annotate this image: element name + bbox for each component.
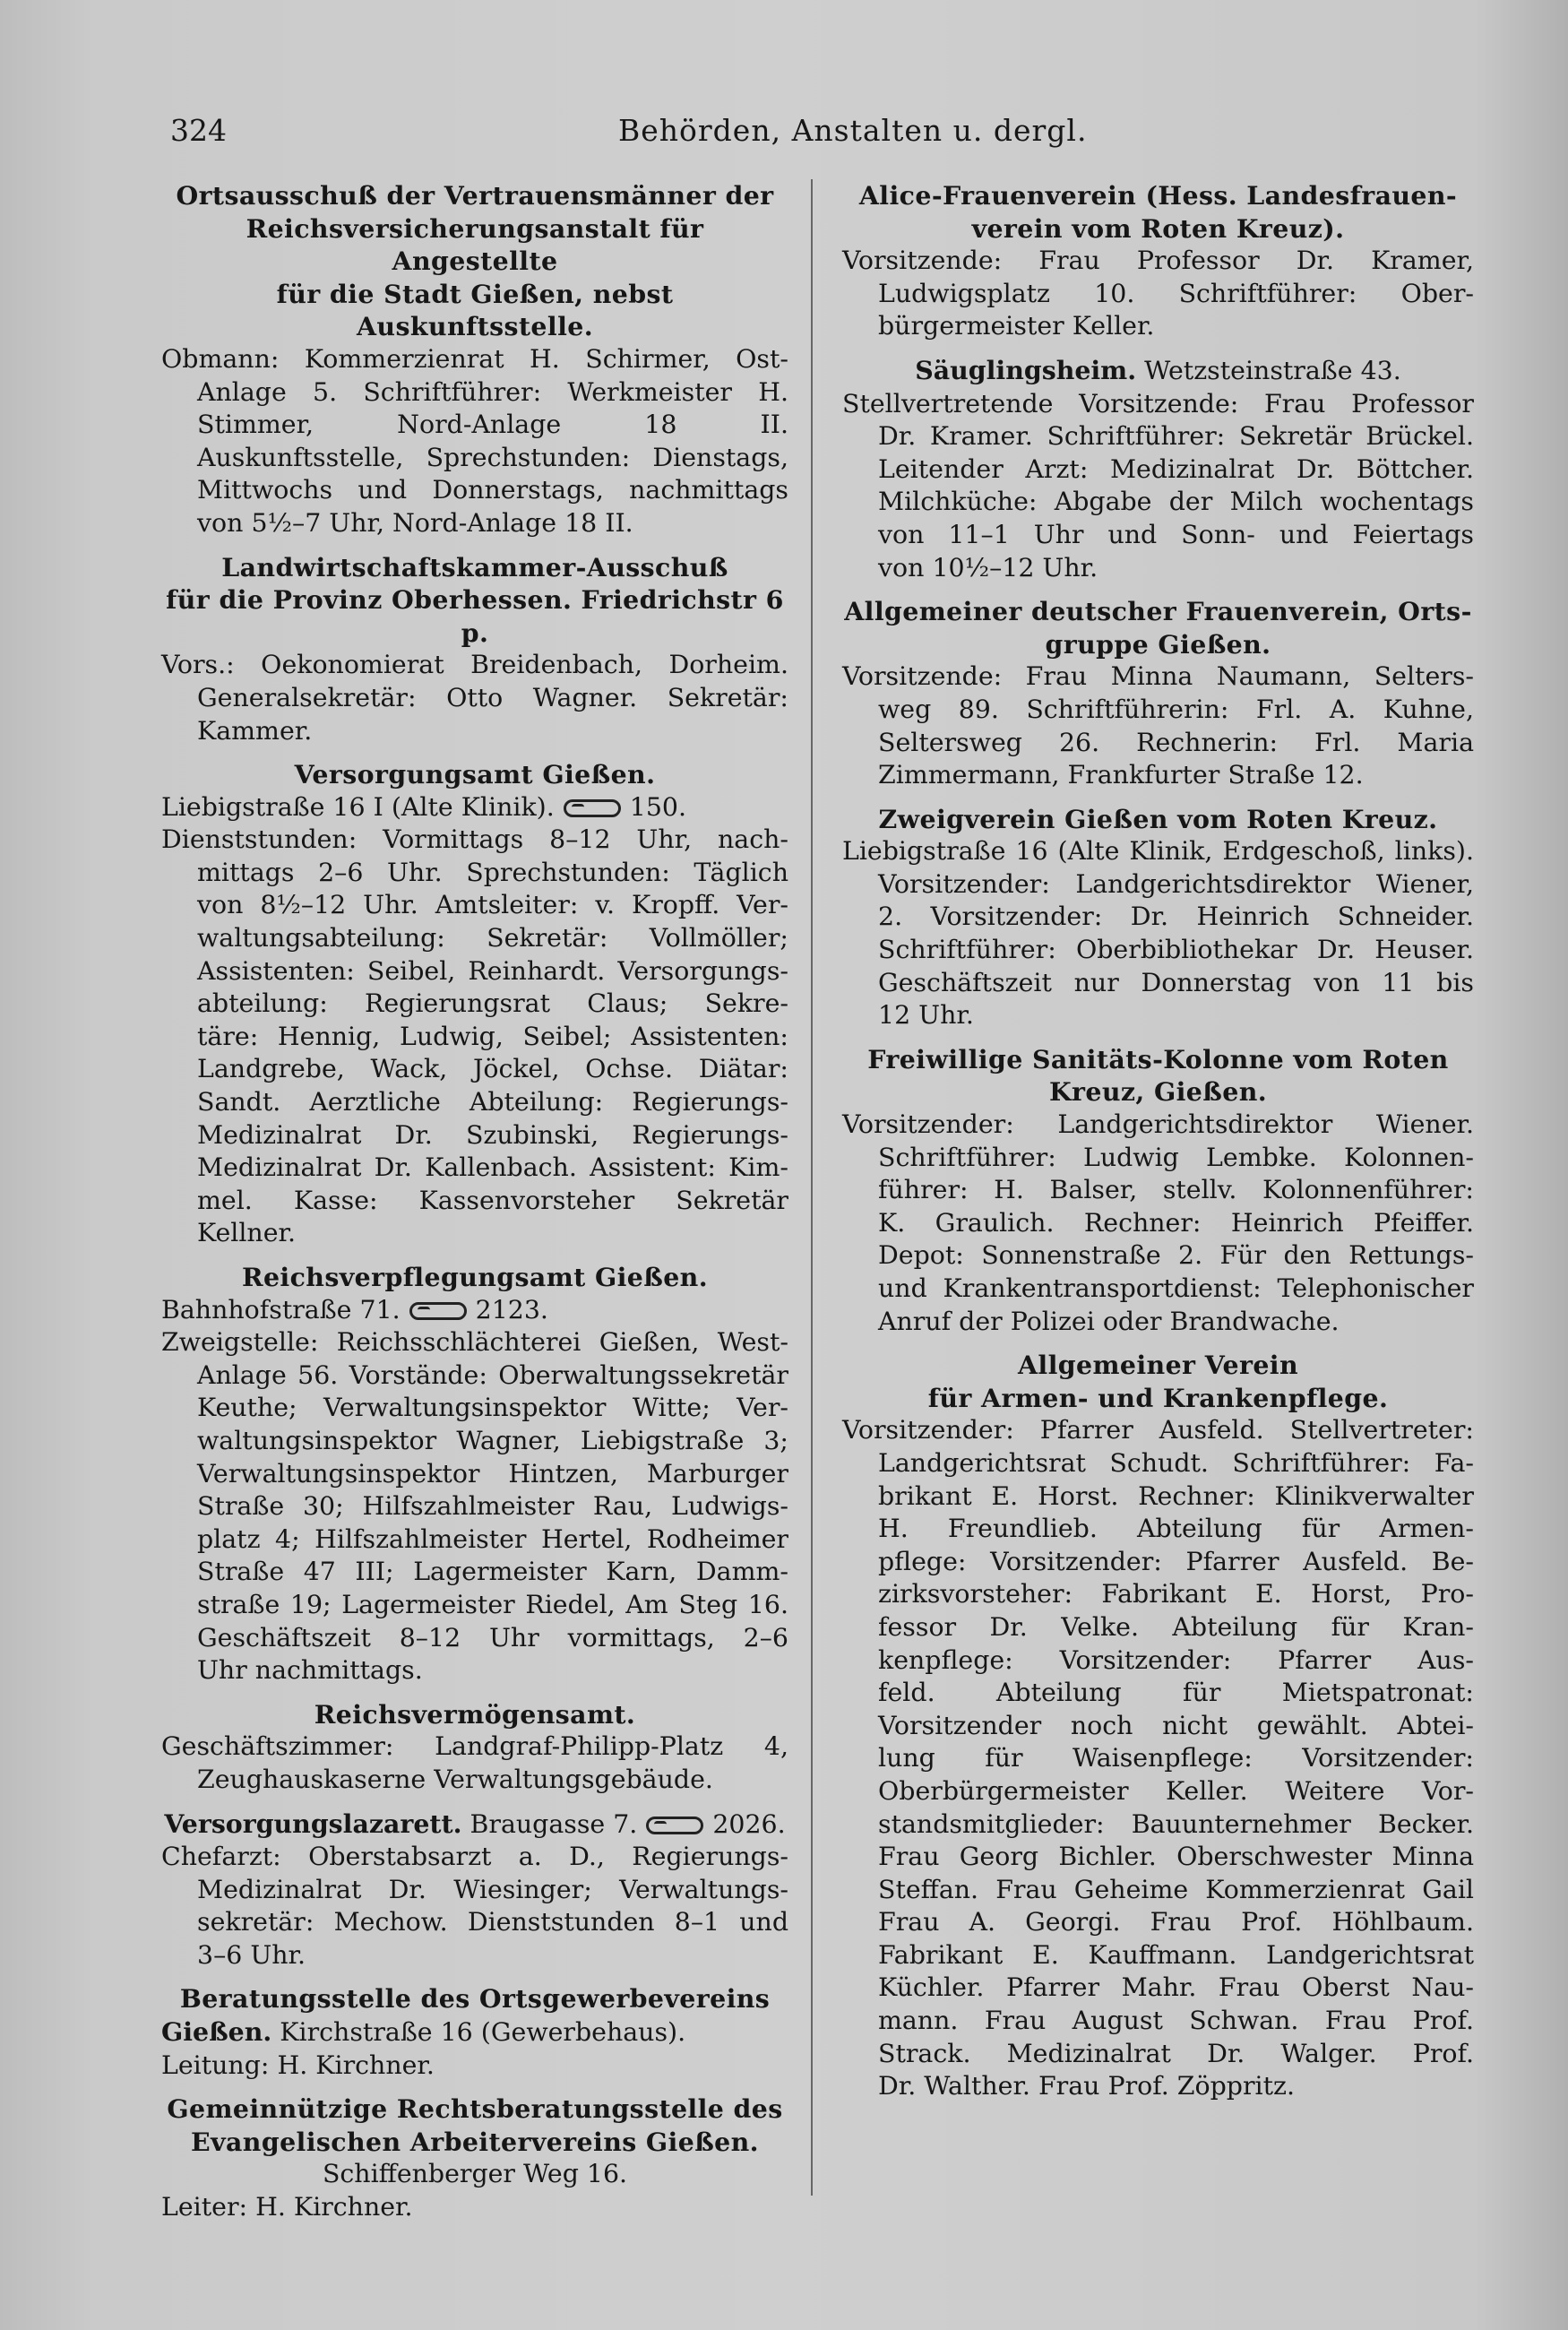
entry-body-line: von 11–1 Uhr und Sonn- und Feiertags xyxy=(878,519,1474,549)
entry-body-line: Oberbürgermeister Keller. Weitere Vor- xyxy=(878,1775,1474,1806)
entry-address: Kirchstraße 16 (Gewerbehaus). xyxy=(280,2017,686,2048)
entry-heading: Alice-Frauenverein (Hess. Landesfrauen- xyxy=(858,180,1458,211)
phone-number: 2026. xyxy=(712,1808,786,1839)
entry-heading: Ortsausschuß der Vertrauensmänner der xyxy=(176,180,774,211)
entry-heading-line xyxy=(161,2015,788,2050)
entry-body-line: weg 89. Schriftführerin: Frl. A. Kuhne, xyxy=(878,694,1474,724)
entry-body-line: Obmann: Kommerzienrat H. Schirmer, Ost- xyxy=(161,343,788,374)
telephone-icon xyxy=(564,799,621,817)
entry-body-line: Landgrebe, Wack, Jöckel, Ochse. Diätar: xyxy=(197,1054,788,1084)
entry-body-line: sekretär: Mechow. Dienststunden 8–1 und xyxy=(197,1907,788,1937)
entry-body-line: von 8½–12 Uhr. Amtsleiter: v. Kropff. Ver- xyxy=(197,890,788,920)
directory-entry xyxy=(842,1349,1474,2103)
entry-body-line: Milchküche: Abgabe der Milch wochentags xyxy=(878,487,1474,517)
entry-body-line: abteilung: Regierungsrat Claus; Sekre- xyxy=(197,988,788,1019)
entry-heading: Reichsvermögensamt. xyxy=(314,1698,636,1730)
entry-body-line: täre: Hennig, Ludwig, Seibel; Assistenten: xyxy=(197,1021,788,1051)
entry-body-line: Steffan. Frau Geheime Kommerzienrat Gail xyxy=(878,1874,1474,1904)
entry-body-line: Vorsitzende: Frau Professor Dr. Kramer, xyxy=(842,246,1474,276)
entry-body-line: platz 4; Hilfszahlmeister Hertel, Rodheimer xyxy=(197,1523,788,1554)
entry-body-line: Geschäftszimmer: Landgraf-Philipp-Platz 4, xyxy=(161,1731,788,1762)
entry-body-line: Leitender Arzt: Medizinalrat Dr. Böttcher. xyxy=(878,453,1474,484)
entry-body-line: Uhr nachmittags. xyxy=(197,1655,423,1686)
entry-body-line: standsmitglieder: Bauunternehmer Becker. xyxy=(878,1808,1474,1839)
directory-entry xyxy=(161,2093,788,2223)
entry-body-line: K. Graulich. Rechner: Heinrich Pfeiffer. xyxy=(878,1207,1474,1238)
entry-address-line xyxy=(161,1294,788,1327)
entry-body-line: waltungsabteilung: Sekretär: Vollmöller; xyxy=(197,923,788,954)
entry-body-line: Dr. Walther. Frau Prof. Zöppritz. xyxy=(878,2071,1296,2101)
entry-heading-line xyxy=(161,1808,788,1842)
directory-entry xyxy=(842,179,1474,343)
entry-body-line: Assistenten: Seibel, Reinhardt. Versorgungs- xyxy=(197,955,788,986)
entry-heading: Evangelischen Arbeitervereins Gießen. xyxy=(191,2126,759,2157)
entry-address: Bahnhofstraße 71. xyxy=(161,1294,401,1325)
phone-number: 2123. xyxy=(475,1294,548,1325)
entry-body-line: bürgermeister Keller. xyxy=(878,311,1155,341)
entry-body-line: Küchler. Pfarrer Mahr. Frau Oberst Nau- xyxy=(878,1972,1474,2003)
entry-body-line: Straße 47 III; Lagermeister Karn, Damm- xyxy=(197,1557,788,1587)
entry-body-line: Zweigstelle: Reichsschlächterei Gießen, West- xyxy=(161,1327,788,1358)
directory-entry xyxy=(842,803,1474,1032)
telephone-icon xyxy=(646,1817,703,1834)
entry-address: Schiffenberger Weg 16. xyxy=(322,2159,628,2189)
directory-entry xyxy=(842,595,1474,792)
entry-body-line: waltungsinspektor Wagner, Liebigstraße 3; xyxy=(197,1425,788,1455)
entry-body-line: Chefarzt: Oberstabsarzt a. D., Regierungs- xyxy=(161,1842,788,1872)
phone-number: 150. xyxy=(629,791,686,822)
right-column xyxy=(842,179,1474,2114)
entry-body-line: straße 19; Lagermeister Riedel, Am Steg 16. xyxy=(197,1589,788,1619)
entry-body-line: von 10½–12 Uhr. xyxy=(878,552,1098,582)
entry-heading-inline: Säuglingsheim. xyxy=(915,354,1137,385)
directory-entry xyxy=(161,179,788,540)
entry-body-line: brikant E. Horst. Rechner: Klinikverwalter xyxy=(878,1480,1474,1511)
column-divider xyxy=(811,179,813,2196)
entry-heading: Gemeinnützige Rechtsberatungsstelle des xyxy=(167,2093,783,2125)
entry-body-line: Leiter: H. Kirchner. xyxy=(161,2192,413,2222)
entry-body-line: Straße 30; Hilfszahlmeister Rau, Ludwigs- xyxy=(197,1491,788,1522)
entry-body-line: Landgerichtsrat Schudt. Schriftführer: Fa- xyxy=(878,1447,1474,1478)
entry-body-line: Zeughauskaserne Verwaltungsgebäude. xyxy=(197,1764,713,1794)
entry-body-line: Ludwigsplatz 10. Schriftführer: Ober- xyxy=(878,278,1474,308)
entry-heading: Allgemeiner Verein xyxy=(1017,1350,1299,1381)
directory-entry xyxy=(161,1261,788,1687)
entry-body-line: Strack. Medizinalrat Dr. Walger. Prof. xyxy=(878,2038,1474,2068)
entry-body-line: 3–6 Uhr. xyxy=(197,1939,306,1970)
entry-body-line: Kammer. xyxy=(197,715,313,746)
entry-body-line: Stellvertretende Vorsitzende: Frau Professor xyxy=(842,388,1474,419)
entry-heading-line xyxy=(842,354,1474,388)
entry-address: Liebigstraße 16 I (Alte Klinik). xyxy=(161,791,555,822)
entry-body-line: fessor Dr. Velke. Abteilung für Kran- xyxy=(878,1611,1474,1642)
entry-body-line: Seltersweg 26. Rechnerin: Frl. Maria xyxy=(878,727,1474,757)
entry-heading: für die Provinz Oberhessen. Friedrichstr 6 p. xyxy=(166,584,784,648)
page-number: 324 xyxy=(170,113,227,148)
entry-heading: Kreuz, Gießen. xyxy=(1048,1076,1268,1108)
entry-body-line: Medizinalrat Dr. Szubinski, Regierungs- xyxy=(197,1119,788,1150)
entry-body-line: H. Freundlieb. Abteilung für Armen- xyxy=(878,1514,1474,1544)
entry-address: Braugasse 7. xyxy=(470,1808,638,1839)
entry-body-line: kenpflege: Vorsitzender: Pfarrer Aus- xyxy=(878,1644,1474,1675)
left-column xyxy=(161,179,788,2235)
directory-entry xyxy=(842,1043,1474,1338)
entry-heading: Reichsversicherungsanstalt für Angestellte xyxy=(246,212,704,277)
entry-body-line: und Krankentransportdienst: Telephonischer xyxy=(878,1273,1474,1303)
entry-body-line: feld. Abteilung für Mietspatronat: xyxy=(878,1678,1474,1708)
directory-entry xyxy=(161,1698,788,1797)
entry-address: Wetzsteinstraße 43. xyxy=(1144,355,1401,385)
entry-heading: Zweigverein Gießen vom Roten Kreuz. xyxy=(878,803,1438,834)
entry-body-line: Keuthe; Verwaltungsinspektor Witte; Ver- xyxy=(197,1393,788,1423)
entry-heading-inline: Gießen. xyxy=(161,2016,272,2048)
entry-body-line: Anruf der Polizei oder Brandwache. xyxy=(878,1306,1340,1336)
entry-heading: Versorgungsamt Gießen. xyxy=(294,759,656,790)
entry-address-line xyxy=(161,791,788,824)
telephone-icon xyxy=(409,1302,467,1320)
directory-entry xyxy=(161,1808,788,1972)
entry-heading: Beratungsstelle des Ortsgewerbevereins xyxy=(179,1983,771,2015)
entry-heading: für Armen- und Krankenpflege. xyxy=(927,1382,1389,1413)
entry-heading: Landwirtschaftskammer-Ausschuß xyxy=(221,551,728,582)
entry-heading: gruppe Gießen. xyxy=(1045,628,1271,660)
entry-body-line: Leitung: H. Kirchner. xyxy=(161,2050,435,2080)
page-header xyxy=(170,113,1469,158)
entry-body-line: 12 Uhr. xyxy=(878,1000,974,1031)
entry-body-line: Vors.: Oekonomierat Breidenbach, Dorheim. xyxy=(161,650,788,680)
running-title: Behörden, Anstalten u. dergl. xyxy=(618,113,1088,148)
directory-entry xyxy=(161,758,788,1250)
entry-body-line: Frau A. Georgi. Frau Prof. Höhlbaum. xyxy=(878,1907,1474,1937)
directory-entry xyxy=(161,1982,788,2082)
entry-body-line: lung für Waisenpflege: Vorsitzender: xyxy=(878,1743,1474,1773)
entry-body-line: Anlage 5. Schriftführer: Werkmeister H. xyxy=(197,376,788,407)
entry-heading: Freiwillige Sanitäts-Kolonne vom Roten xyxy=(867,1043,1449,1074)
entry-body-line: Geschäftszeit 8–12 Uhr vormittags, 2–6 xyxy=(197,1622,788,1653)
entry-body-line: Fabrikant E. Kauffmann. Landgerichtsrat xyxy=(878,1939,1474,1970)
entry-body-line: Mittwochs und Donnerstags, nachmittags xyxy=(197,475,788,505)
entry-body-line: Vorsitzende: Frau Minna Naumann, Selters- xyxy=(842,661,1474,692)
entry-address-line xyxy=(161,2158,788,2191)
entry-body-line: zirksvorsteher: Fabrikant E. Horst, Pro- xyxy=(878,1579,1474,1609)
entry-body-line: mel. Kasse: Kassenvorsteher Sekretär Kellner. xyxy=(197,1185,788,1248)
entry-body-line: Dr. Kramer. Schriftführer: Sekretär Brückel. xyxy=(878,421,1474,452)
entry-body-line: Vorsitzender: Landgerichtsdirektor Wiener. xyxy=(842,1109,1474,1140)
entry-body-line: Stimmer, Nord-Anlage 18 II. xyxy=(197,410,788,440)
entry-body-line: Vorsitzender noch nicht gewählt. Abtei- xyxy=(878,1710,1474,1740)
entry-heading: Allgemeiner deutscher Frauenverein, Orts- xyxy=(844,596,1472,627)
entry-body-line: Verwaltungsinspektor Hintzen, Marburger xyxy=(197,1458,788,1489)
entry-body-line: Auskunftsstelle, Sprechstunden: Dienstags, xyxy=(197,442,788,472)
entry-body-line: Geschäftszeit nur Donnerstag von 11 bis xyxy=(878,967,1474,997)
entry-heading: Reichsverpflegungsamt Gießen. xyxy=(241,1262,709,1292)
entry-body-line: pflege: Vorsitzender: Pfarrer Ausfeld. Be- xyxy=(878,1546,1474,1576)
entry-body-line: Medizinalrat Dr. Kallenbach. Assistent: Kim- xyxy=(197,1152,788,1183)
entry-body-line: mann. Frau August Schwan. Frau Prof. xyxy=(878,2006,1474,2036)
entry-body-line: Vorsitzender: Landgerichtsdirektor Wiener, xyxy=(878,868,1474,899)
entry-body-line: Anlage 56. Vorstände: Oberwaltungssekretär xyxy=(197,1359,788,1390)
entry-body-line: führer: H. Balser, stellv. Kolonnenführer: xyxy=(878,1175,1474,1205)
entry-body-line: Depot: Sonnenstraße 2. Für den Rettungs- xyxy=(878,1240,1474,1271)
entry-body-line: Dienststunden: Vormittags 8–12 Uhr, nach- xyxy=(161,824,788,855)
entry-body-line: Medizinalrat Dr. Wiesinger; Verwaltungs- xyxy=(197,1874,788,1904)
entry-body-line: 2. Vorsitzender: Dr. Heinrich Schneider. xyxy=(878,902,1474,932)
entry-heading: für die Stadt Gießen, nebst Auskunftsstelle. xyxy=(276,278,674,342)
entry-body-line: Liebigstraße 16 (Alte Klinik, Erdgeschoß, links). xyxy=(842,836,1474,867)
directory-entry xyxy=(161,551,788,748)
entry-heading: verein vom Roten Kreuz). xyxy=(971,212,1345,244)
entry-heading-inline: Versorgungslazarett. xyxy=(164,1808,462,1839)
entry-body-line: Vorsitzender: Pfarrer Ausfeld. Stellvertreter: xyxy=(842,1415,1474,1445)
entry-body-line: Schriftführer: Ludwig Lembke. Kolonnen- xyxy=(878,1142,1474,1172)
entry-body-line: Zimmermann, Frankfurter Straße 12. xyxy=(878,760,1364,790)
directory-entry xyxy=(842,354,1474,584)
entry-body-line: mittags 2–6 Uhr. Sprechstunden: Täglich xyxy=(197,857,788,887)
entry-body-line: Generalsekretär: Otto Wagner. Sekretär: xyxy=(197,682,788,712)
entry-body-line: Sandt. Aerztliche Abteilung: Regierungs- xyxy=(197,1087,788,1118)
entry-body-line: von 5½–7 Uhr, Nord-Anlage 18 II. xyxy=(197,507,633,538)
entry-body-line: Schriftführer: Oberbibliothekar Dr. Heuser. xyxy=(878,935,1474,965)
entry-body-line: Frau Georg Bichler. Oberschwester Minna xyxy=(878,1842,1474,1872)
